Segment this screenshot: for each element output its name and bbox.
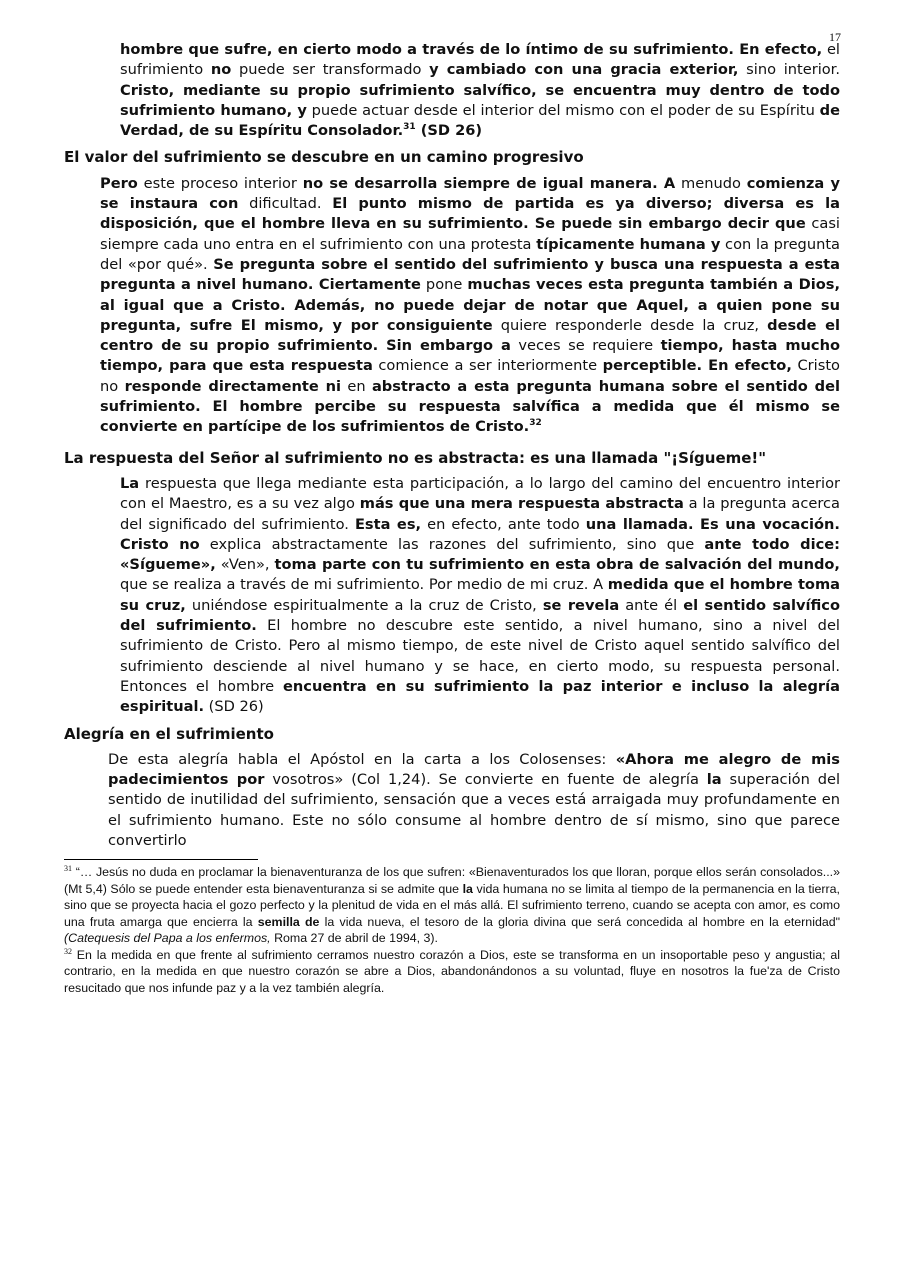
text-run: (SD 26) xyxy=(415,122,483,140)
text-run: que se realiza a través de mi sufrimiento. Por medio de mi cruz. A xyxy=(120,576,608,594)
text-run: respuesta que llega mediante esta participación, a lo largo del camino del encuentro interior con el Maestro, es a su vez algo xyxy=(120,474,840,513)
text-run: «Ahora me alegro de mis padecimientos por xyxy=(108,750,840,789)
text-run: en efecto, ante todo xyxy=(421,515,586,533)
text-run: Esta es, xyxy=(354,515,422,533)
text-run: vida humana no se limita al tiempo de la permanencia en la tierra, sino que se proyecta hacia el gozo perfecto y la plenitud de vida en el más allá. El sufrimiento terreno, cuando se acepta con amor, es como una fruta amarga que encierra la xyxy=(64,881,840,929)
text-run: tiempo, hasta mucho tiempo, para que esta respuesta xyxy=(100,337,840,375)
text-run: la xyxy=(462,881,473,896)
text-run: De esta alegría habla el Apóstol en la carta a los Colosenses: xyxy=(108,750,616,768)
text-run: casi siempre cada uno entra en el sufrimiento con una protesta xyxy=(100,215,840,253)
text-run: se revela xyxy=(542,596,620,614)
text-run: perceptible. En efecto, xyxy=(602,357,792,375)
text-run: el sufrimiento xyxy=(120,41,840,79)
text-run: semilla de xyxy=(257,914,320,929)
footnote-reference: 31 xyxy=(64,864,72,874)
text-run: responde directamente ni xyxy=(124,377,341,395)
text-run: veces se requiere xyxy=(510,337,661,355)
footnote-reference: 32 xyxy=(64,946,72,956)
footnote-reference: 31 xyxy=(403,122,416,133)
text-run: La xyxy=(120,474,140,492)
text-run: con la pregunta del «por qué». xyxy=(100,235,840,273)
section-heading-respuesta-llamada: La respuesta del Señor al sufrimiento no es abstracta: es una llamada "¡Sígueme!" xyxy=(64,448,767,467)
paragraph-camino-progresivo xyxy=(100,174,840,438)
paragraph-quote-continuation xyxy=(120,40,840,141)
text-run: quiere responderle desde la cruz, xyxy=(492,316,768,334)
text-run: puede ser transformado xyxy=(231,61,430,79)
text-run: ante él xyxy=(619,596,684,614)
footnote-divider xyxy=(64,859,258,860)
text-run: Se pregunta sobre el sentido del sufrimiento y busca una respuesta a esta pregunta a nivel humano. Ciertamente xyxy=(100,255,840,294)
text-run: la vida nueva, el tesoro de la gloria divina que será concedida al hombre en la eternidad" xyxy=(319,914,841,929)
text-run: puede actuar desde el interior del mismo con el poder de su Espíritu xyxy=(306,101,820,119)
text-run: Cristo, mediante su propio sufrimiento salvífico, se encuentra muy dentro de todo sufrimiento humano, y xyxy=(120,81,840,119)
paragraph-alegria xyxy=(108,750,840,851)
text-run: Pero xyxy=(100,174,138,192)
text-run: El hombre no descubre este sentido, a nivel humano, sino a nivel del sufrimiento de Cristo. Pero al mismo tiempo, de este nivel de Cristo aquel sentido salvífico del sufrimiento desciende al nivel humano y se hace, en cierto modo, su respuesta personal. Entonces el hombre xyxy=(120,617,840,695)
text-run: no se desarrolla siempre de igual manera. A xyxy=(302,174,676,192)
text-run: desde el centro de su propio sufrimiento. Sin embargo a xyxy=(100,316,840,355)
paragraph-respuesta-llamada xyxy=(120,474,840,718)
text-run: pone xyxy=(420,276,468,294)
text-run: una llamada. Es una vocación. Cristo no xyxy=(120,515,840,553)
text-run: vosotros» (Col 1,24). Se convierte en fuente de alegría xyxy=(264,771,707,789)
text-run: ante todo dice: «Sígueme», xyxy=(120,535,840,574)
text-run: encuentra en su sufrimiento la paz interior e incluso la alegría espiritual. xyxy=(120,677,840,716)
section-heading-camino-progresivo: El valor del sufrimiento se descubre en un camino progresivo xyxy=(64,148,584,167)
text-run: muchas veces esta pregunta también a Dios, al igual que a Cristo. Además, no puede dejar de notar que Aquel, a quien pone su pregunta, sufre El mismo, y por consiguiente xyxy=(100,276,840,334)
text-run: de Verdad, de su Espíritu Consolador. xyxy=(120,101,840,140)
text-run: (SD 26) xyxy=(204,698,264,716)
text-run: dificultad. xyxy=(238,195,333,213)
page-number: 17 xyxy=(829,30,841,44)
text-run: el sentido salvífico del sufrimiento. xyxy=(120,596,840,635)
text-run: en xyxy=(340,377,372,395)
text-run: a la pregunta acerca del significado del sufrimiento. xyxy=(120,495,840,533)
footnote-reference: 32 xyxy=(529,418,542,429)
text-run: la xyxy=(706,771,722,789)
text-run: este proceso interior xyxy=(137,174,303,192)
text-run: menudo xyxy=(675,174,747,192)
text-run: toma parte con tu sufrimiento en esta obra de salvación del mundo, xyxy=(274,556,840,574)
text-run: (Catequesis del Papa a los enfermos, xyxy=(64,931,271,946)
text-run: «Ven», xyxy=(215,556,275,574)
text-run: típicamente humana y xyxy=(536,235,721,253)
text-run: y cambiado con una gracia exterior, xyxy=(429,61,739,79)
footnote-32 xyxy=(64,947,840,997)
text-run: comienza y se instaura con xyxy=(100,174,840,213)
text-run: explica abstractamente las razones del sufrimiento, sino que xyxy=(199,535,705,553)
text-run: En la medida en que frente al sufrimiento cerramos nuestro corazón a Dios, este se transforma en un insoportable peso y angustia; al contrario, en la medida en que nuestro corazón se abre a Dios, abandonándonos a su voluntad, fluye en nosotros la fue'za de Cristo resucitado que nos infunde paz y a la vez también alegría. xyxy=(64,947,840,995)
text-run: “… Jesús no duda en proclamar la bienaventuranza de los que sufren: «Bienaventurados los que lloran, porque ellos serán consolados...» (Mt 5,4) Sólo se puede entender esta bienaventuranza si se admite que xyxy=(64,865,840,896)
text-run: no xyxy=(210,61,232,79)
text-run: uniéndose espiritualmente a la cruz de Cristo, xyxy=(185,596,543,614)
text-run: Cristo no xyxy=(100,357,840,395)
footnote-31 xyxy=(64,864,840,947)
text-run: más que una mera respuesta abstracta xyxy=(359,495,684,513)
text-run: superación del sentido de inutilidad del sufrimiento, sensación que a veces está arraigada muy profundamente en el sufrimiento humano. Este no sólo consume al hombre dentro de sí mismo, sino que parece convertirlo xyxy=(108,771,840,849)
text-run: abstracto a esta pregunta humana sobre el sentido del sufrimiento. El hombre percibe su respuesta salvífica a medida que él mismo se convierte en partícipe de los sufrimientos de Cristo. xyxy=(100,377,840,436)
text-run: Roma 27 de abril de 1994, 3). xyxy=(270,931,439,946)
section-heading-alegria: Alegría en el sufrimiento xyxy=(64,724,274,743)
text-run: El punto mismo de partida es ya diverso; diversa es la disposición, que el hombre lleva en su sufrimiento. Se puede sin embargo decir que xyxy=(100,195,840,233)
text-run: comience a ser interiormente xyxy=(372,357,603,375)
text-run: sino interior. xyxy=(738,61,840,79)
text-run: medida que el hombre toma su cruz, xyxy=(120,576,840,614)
text-run: hombre que sufre, en cierto modo a través de lo íntimo de su sufrimiento. En efecto, xyxy=(120,41,823,58)
